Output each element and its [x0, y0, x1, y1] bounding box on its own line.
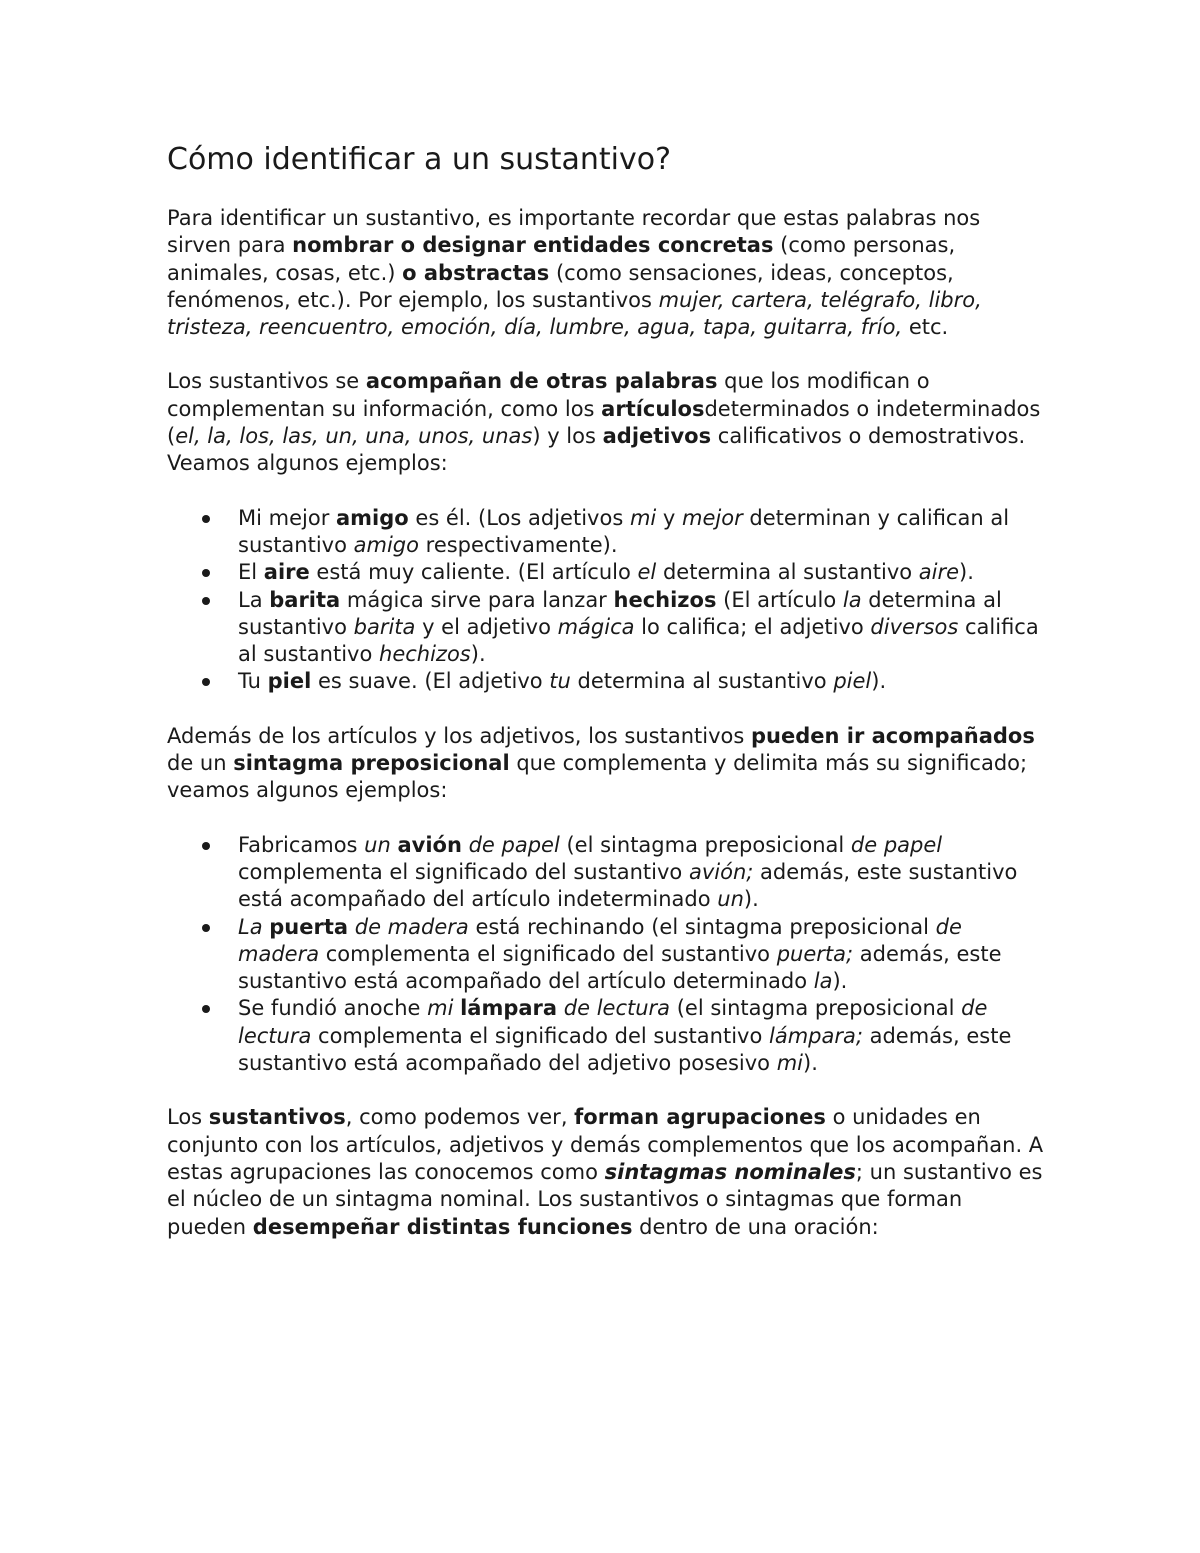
italic-text: el	[637, 560, 657, 585]
italic-text: tu	[549, 669, 571, 694]
text-run: ).	[803, 1051, 818, 1076]
text-run: ).	[871, 669, 887, 694]
text-run: califica al sustantivo	[238, 614, 1039, 667]
bold-text: artículos	[601, 396, 705, 421]
italic-text: La	[238, 914, 263, 939]
text-run: ).	[743, 887, 759, 912]
text-run: y el adjetivo	[415, 614, 558, 639]
text-run: Además de los artículos y los adjetivos, los sustantivos	[167, 723, 751, 748]
bold-text: o abstractas	[402, 260, 550, 285]
text-run: determina al sustantivo	[238, 587, 1002, 639]
italic-text: de lectura	[563, 996, 671, 1021]
text-run: ).	[470, 642, 486, 667]
text-run: complementa el significado del sustantivo	[238, 859, 689, 884]
bold-text: aire	[263, 560, 310, 585]
text-run: dentro de una oración:	[632, 1214, 879, 1239]
italic-text: de madera	[238, 914, 962, 966]
text-run: además, este sustantivo está acompañado del adjetivo posesivo	[238, 1023, 1012, 1076]
italic-text: de papel	[850, 832, 943, 857]
list-item	[238, 559, 1047, 586]
italic-text: piel	[833, 669, 872, 694]
list-item	[238, 587, 1047, 669]
bold-text: nombrar o designar entidades concretas	[292, 233, 774, 258]
text-run: además, este sustantivo está acompañado del artículo determinado	[238, 941, 1002, 994]
bold-text: puerta	[269, 914, 349, 939]
text-run: (como sensaciones, ideas, conceptos, fenómenos, etc.). Por ejemplo, los sustantivos	[167, 260, 954, 312]
text-run: es él. (Los adjetivos	[408, 505, 630, 530]
bold-text: adjetivos	[602, 424, 712, 449]
examples-list-1	[167, 505, 1047, 696]
list-item	[238, 668, 1047, 695]
text-run: , como podemos ver,	[345, 1105, 575, 1130]
text-run: Mi mejor	[238, 505, 336, 530]
bold-text: sustantivos	[208, 1105, 346, 1130]
italic-text: aire	[918, 560, 960, 585]
text-run: que complementa y delimita más su significado; veamos algunos ejemplos:	[167, 751, 1028, 803]
bold-text: hechizos	[613, 587, 717, 612]
italic-examples: mujer, cartera, telégrafo, libro, tristeza, reencuentro, emoción, día, lumbre, agua, tapa, guitarra, frío,	[167, 287, 982, 340]
text-run: (el sintagma preposicional	[670, 996, 962, 1021]
bold-text: avión	[397, 832, 462, 857]
italic-text: mi	[629, 505, 657, 530]
italic-text: la	[842, 587, 862, 612]
italic-text: mejor	[682, 505, 743, 530]
italic-text: mi	[776, 1051, 804, 1076]
italic-text: de lectura	[238, 996, 988, 1048]
text-run: Tu	[238, 669, 268, 694]
bold-text: piel	[267, 669, 312, 694]
italic-text: un	[717, 887, 744, 912]
text-run: lo califica; el adjetivo	[634, 614, 871, 639]
bold-text: pueden ir acompañados	[751, 723, 1035, 748]
examples-list-2	[167, 832, 1047, 1078]
italic-text: puerta;	[776, 941, 854, 966]
paragraph-nominal-phrases	[167, 1104, 1047, 1240]
text-run: de un	[167, 751, 234, 776]
italic-text: la	[813, 969, 833, 994]
text-run: El	[238, 560, 264, 585]
text-run: (el sintagma preposicional	[559, 832, 851, 857]
text-run: Para identificar un sustantivo, es importante recordar que estas palabras nos sirven para	[167, 206, 981, 258]
italic-text: diversos	[870, 614, 959, 639]
text-run: Los sustantivos se	[167, 369, 366, 394]
bold-text: acompañan de otras palabras	[365, 369, 718, 394]
text-run: ; un sustantivo es el núcleo de un sintagma nominal. Los sustantivos o sintagmas que forman pueden	[167, 1159, 1043, 1239]
list-item	[238, 995, 1047, 1077]
paragraph-intro	[167, 205, 1047, 341]
italic-text: amigo	[353, 532, 419, 557]
text-run: determinan y califican al sustantivo	[238, 505, 1010, 557]
text-run	[348, 915, 355, 939]
italic-text: mágica	[557, 614, 635, 639]
text-run: etc.	[902, 315, 949, 340]
bold-text: barita	[269, 587, 341, 612]
text-run: (como personas, animales, cosas, etc.)	[167, 233, 956, 285]
text-run: La	[238, 587, 270, 612]
text-run: complementa el significado del sustantivo	[319, 941, 777, 966]
text-run: ) y los	[532, 424, 603, 449]
italic-text: lámpara;	[769, 1023, 863, 1048]
text-run: Fabricamos	[238, 832, 365, 857]
text-run: determina al sustantivo	[570, 669, 834, 694]
text-run: ).	[832, 969, 848, 994]
italic-text: barita	[353, 614, 416, 639]
italic-text: hechizos	[379, 642, 471, 667]
bold-text: sintagma preposicional	[233, 751, 510, 776]
list-item	[238, 505, 1047, 560]
text-run: y	[656, 505, 683, 530]
italic-text: mi	[427, 996, 454, 1021]
text-run	[557, 996, 564, 1020]
list-item	[238, 914, 1047, 996]
text-run: además, este sustantivo está acompañado del artículo indeterminado	[238, 859, 1018, 912]
italic-text: avión;	[688, 859, 754, 884]
italic-text: de papel	[468, 832, 560, 857]
page-title: Cómo identificar a un sustantivo?	[167, 142, 672, 177]
text-run: es suave. (El adjetivo	[311, 669, 550, 694]
bold-text: amigo	[336, 505, 409, 530]
text-run: determinados o indeterminados (	[167, 396, 1041, 449]
text-run: está rechinando (el sintagma preposicional	[468, 914, 936, 939]
text-run: (El artículo	[716, 587, 843, 612]
text-run: está muy caliente. (El artículo	[309, 560, 638, 585]
text-run: complementa el significado del sustantivo	[311, 1023, 769, 1048]
bold-italic-text: sintagmas nominales	[604, 1159, 856, 1184]
italic-text: un	[364, 832, 391, 857]
bold-text: forman agrupaciones	[574, 1105, 826, 1130]
text-run: Se fundió anoche	[238, 996, 428, 1021]
list-item	[238, 832, 1047, 914]
bold-text: desempeñar distintas funciones	[252, 1214, 633, 1239]
text-run: que los modifican o complementan su información, como los	[167, 369, 930, 421]
text-run: o unidades en conjunto con los artículos, adjetivos y demás complementos que los acompañan. A estas agrupaciones las conocemos como	[167, 1105, 1044, 1184]
paragraph-modifiers	[167, 368, 1047, 477]
text-run: determina al sustantivo	[656, 560, 919, 585]
text-run	[462, 833, 469, 857]
document-page	[167, 140, 1047, 1268]
italic-text: de madera	[354, 914, 469, 939]
text-run: Los	[167, 1105, 209, 1130]
text-run: respectivamente).	[418, 532, 618, 557]
paragraph-prepositional	[167, 723, 1047, 805]
italic-text: el, la, los, las, un, una, unos, unas	[175, 424, 533, 449]
text-run: mágica sirve para lanzar	[340, 587, 614, 612]
bold-text: lámpara	[460, 996, 558, 1021]
text-run: ).	[959, 560, 974, 585]
text-run: calificativos o demostrativos. Veamos algunos ejemplos:	[167, 424, 1026, 476]
